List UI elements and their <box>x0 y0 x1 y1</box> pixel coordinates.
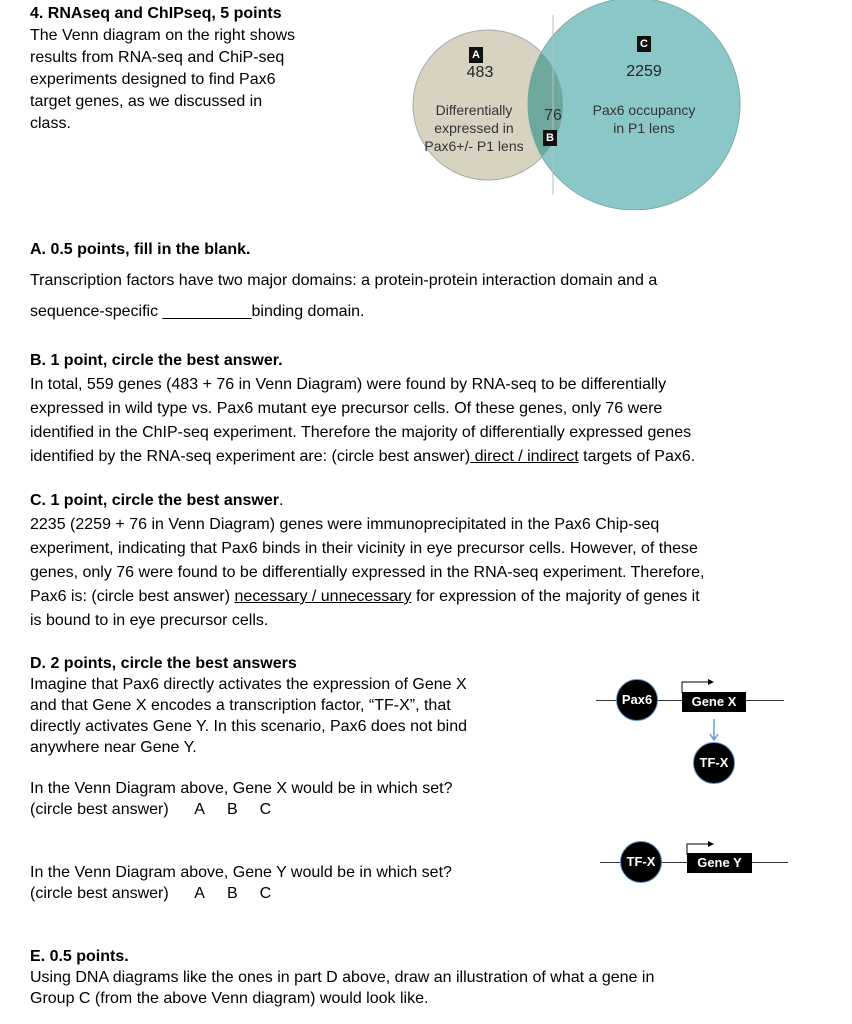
transcription-start-arrow-icon <box>680 679 720 693</box>
set-c-description <box>582 101 706 137</box>
text-line <box>30 585 704 609</box>
gene-x-question <box>30 778 452 820</box>
intro-line: target genes, as we discussed in <box>30 93 263 110</box>
section-heading: A. 0.5 points, fill in the blank. <box>30 241 251 258</box>
question-4 <box>30 3 295 135</box>
down-arrow-icon <box>709 719 719 743</box>
transcription-start-arrow-icon <box>685 841 725 855</box>
question-c <box>30 489 704 633</box>
set-c-count: 2259 <box>626 63 662 80</box>
text-line: identified in the ChIP-seq experiment. Therefore the majority of differentially expressed genes <box>30 424 692 441</box>
text-line <box>30 445 695 469</box>
question-title: 4. RNAseq and ChIPseq, 5 points <box>30 5 282 22</box>
text-line: Group C (from the above Venn diagram) would look like. <box>30 990 429 1007</box>
desc-line: Pax6 occupancy <box>592 102 696 118</box>
text: binding domain. <box>251 303 365 320</box>
venn-diagram <box>412 0 744 210</box>
text-line: is bound to in eye precursor cells. <box>30 612 269 629</box>
text: Pax6 is: (circle best answer) <box>30 588 235 605</box>
text-line: experiment, indicating that Pax6 binds in their vicinity in eye precursor cells. However, of these <box>30 540 698 557</box>
text: . <box>278 492 284 509</box>
intro-line: The Venn diagram on the right shows <box>30 27 296 44</box>
intro-line: class. <box>30 115 71 132</box>
desc-line: Pax6+/- P1 lens <box>424 138 524 154</box>
set-b-label: B <box>543 130 557 146</box>
choice-a[interactable]: A <box>194 801 205 818</box>
pax6-protein: Pax6 <box>616 679 658 721</box>
gene-x-box: Gene X <box>682 692 746 712</box>
desc-line: Differentially <box>435 102 513 118</box>
section-heading: C. 1 point, circle the best answer <box>30 492 279 509</box>
gene-y-question <box>30 862 452 904</box>
text-line: In the Venn Diagram above, Gene Y would be in which set? <box>30 864 452 881</box>
text-line: Transcription factors have two major domains: a protein-protein interaction domain and a <box>30 272 658 289</box>
fill-blank-line <box>30 296 657 327</box>
text-line: Imagine that Pax6 directly activates the expression of Gene X <box>30 676 467 693</box>
answer-choices[interactable]: necessary / unnecessary <box>234 588 412 605</box>
choice-c[interactable]: C <box>259 885 272 902</box>
set-b-count: 76 <box>544 107 562 124</box>
choice-a[interactable]: A <box>194 885 205 902</box>
set-a-count: 483 <box>466 64 494 81</box>
set-a-label: A <box>469 47 483 63</box>
gene-y-box: Gene Y <box>687 853 752 873</box>
intro-line: experiments designed to find Pax6 <box>30 71 276 88</box>
question-e <box>30 946 654 1009</box>
text-line: expressed in wild type vs. Pax6 mutant eye precursor cells. Of these genes, only 76 were <box>30 400 663 417</box>
text-line: anywhere near Gene Y. <box>30 739 197 756</box>
question-b <box>30 349 695 469</box>
choice-b[interactable]: B <box>226 885 238 902</box>
tfx-protein: TF-X <box>693 742 735 784</box>
text-line: genes, only 76 were found to be differentially expressed in the RNA-seq experiment. Therefore, <box>30 564 705 581</box>
question-d <box>30 653 467 758</box>
desc-line: in P1 lens <box>613 120 675 136</box>
text: (circle best answer) <box>30 885 169 902</box>
set-a-description <box>412 101 536 155</box>
text-line: 2235 (2259 + 76 in Venn Diagram) genes were immunoprecipitated in the Pax6 Chip-seq <box>30 516 660 533</box>
text-line: In total, 559 genes (483 + 76 in Venn Diagram) were found by RNA-seq to be differentially <box>30 376 667 393</box>
question-a <box>30 234 657 327</box>
text: targets of Pax6. <box>578 448 696 465</box>
desc-line: expressed in <box>434 120 514 136</box>
section-heading: D. 2 points, circle the best answers <box>30 655 297 672</box>
text: (circle best answer) <box>30 801 169 818</box>
set-c-label: C <box>637 36 651 52</box>
section-heading: E. 0.5 points. <box>30 948 129 965</box>
answer-choices[interactable]: direct / indirect <box>470 448 579 465</box>
text-line: directly activates Gene Y. In this scenario, Pax6 does not bind <box>30 718 467 735</box>
section-heading: B. 1 point, circle the best answer. <box>30 352 283 369</box>
text: sequence-specific <box>30 303 163 320</box>
gene-diagrams <box>594 665 794 890</box>
text-line: Using DNA diagrams like the ones in part D above, draw an illustration of what a gene in <box>30 969 655 986</box>
text-line: In the Venn Diagram above, Gene X would be in which set? <box>30 780 453 797</box>
choice-c[interactable]: C <box>259 801 272 818</box>
text: for expression of the majority of genes it <box>411 588 700 605</box>
choice-b[interactable]: B <box>226 801 238 818</box>
intro-line: results from RNA-seq and ChiP-seq <box>30 49 285 66</box>
text: identified by the RNA-seq experiment are: (circle best answer) <box>30 448 471 465</box>
answer-blank[interactable]: __________ <box>162 303 252 320</box>
text-line: and that Gene X encodes a transcription factor, “TF-X”, that <box>30 697 451 714</box>
tfx-protein-bound: TF-X <box>620 841 662 883</box>
